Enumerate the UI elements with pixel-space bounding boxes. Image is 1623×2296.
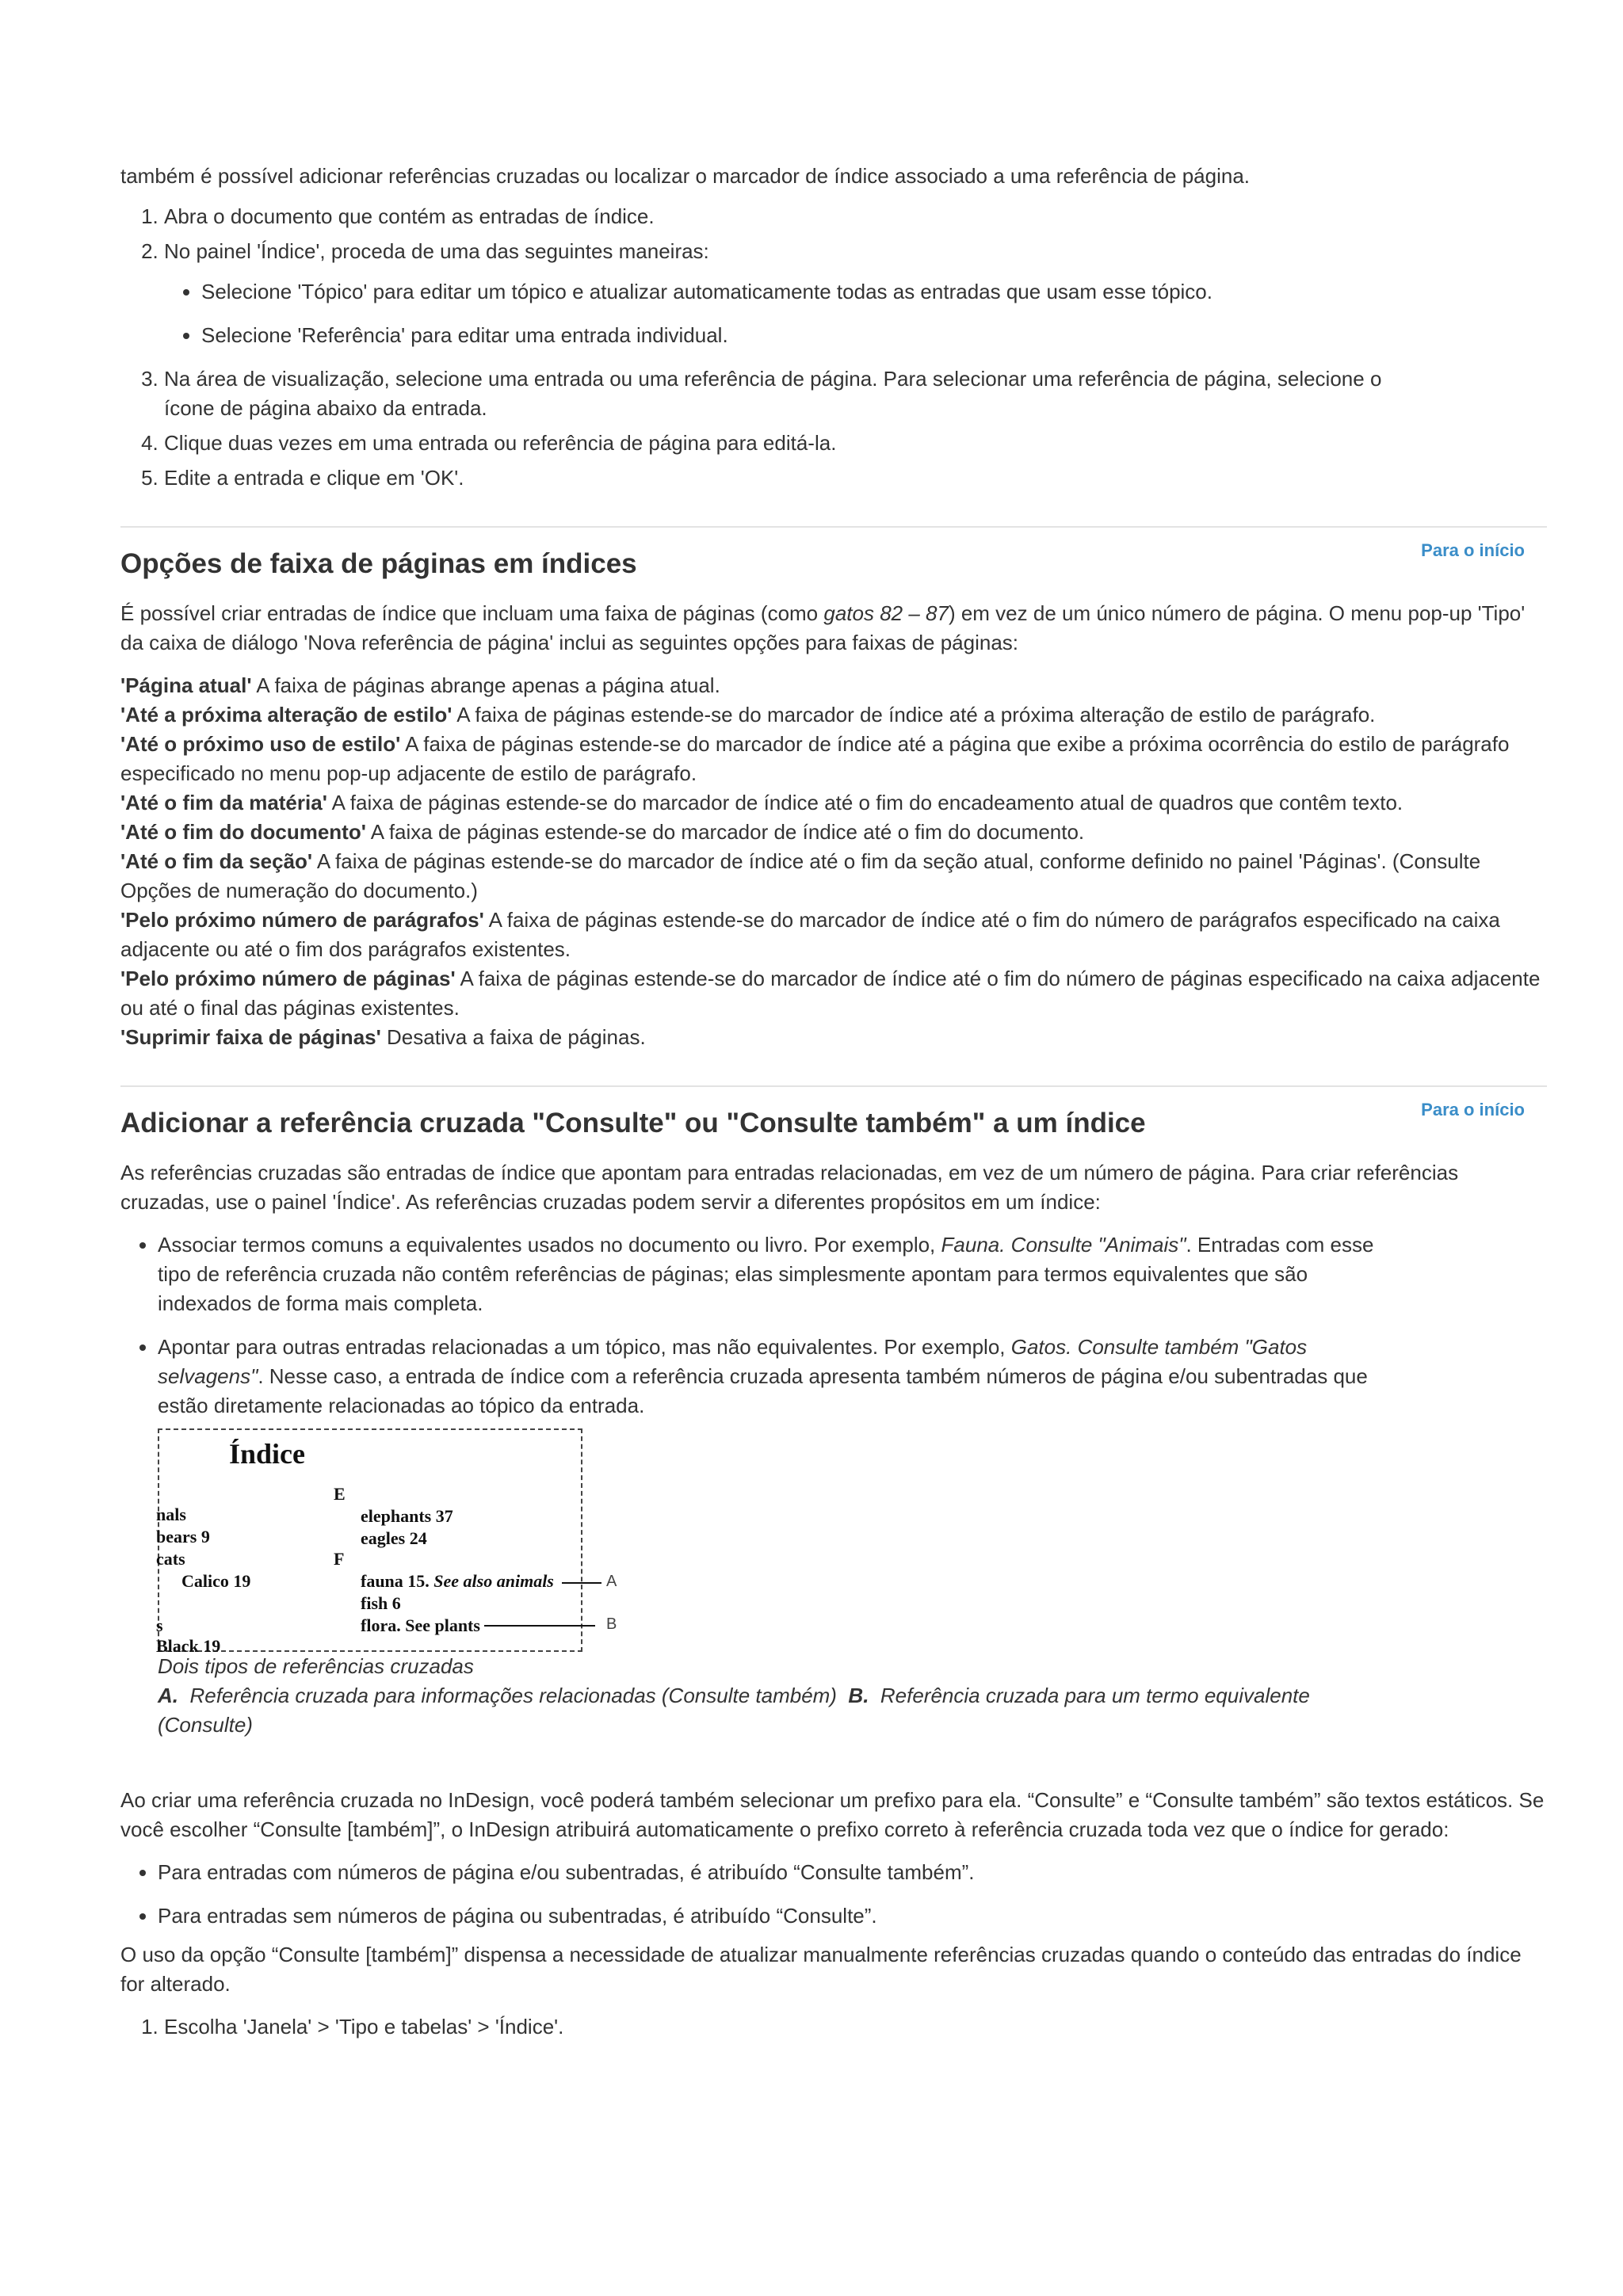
range-option	[120, 788, 1547, 818]
range-option-desc: A faixa de páginas estende-se do marcador de índice até a página que exibe a próxima ocorrência do estilo de parágrafo especificado no menu pop-up adjacente de estilo de parágrafo.	[120, 732, 1510, 785]
prefix-rule: • Para entradas com números de página e/ou subentradas, é atribuído “Consulte também”.	[158, 1858, 1547, 1887]
caption-b-label: B.	[848, 1684, 869, 1707]
range-option-desc: A faixa de páginas estende-se do marcador de índice até o fim do número de páginas especificado na caixa adjacente ou até o final das páginas existentes.	[120, 967, 1541, 1020]
figure-entry: Calico 19	[181, 1571, 251, 1591]
range-option-desc: Desativa a faixa de páginas.	[380, 1025, 646, 1049]
figure-entry: bears 9	[156, 1527, 210, 1547]
page-range-intro	[120, 599, 1547, 658]
option-topic: • Selecione 'Tópico' para editar um tópico e atualizar automaticamente todas as entradas que usam esse tópico.	[201, 277, 1547, 307]
range-option	[120, 1023, 1547, 1052]
section-title-page-range: Opções de faixa de páginas em índices	[120, 548, 637, 579]
figure-see-also-text: See also animals	[433, 1571, 554, 1591]
back-to-top-link-2[interactable]: Para o início	[1421, 1100, 1525, 1119]
cross-ref-step-1: 1. Escolha 'Janela' > 'Tipo e tabelas' > 'Índice'.	[164, 2012, 1547, 2042]
purpose-equivalent-example: Fauna. Consulte "Animais"	[941, 1233, 1186, 1257]
range-option-term: 'Suprimir faixa de páginas'	[120, 1025, 381, 1049]
range-option	[120, 964, 1547, 1023]
page-range-intro-start: É possível criar entradas de índice que incluam uma faixa de páginas (como	[120, 601, 824, 625]
purpose-equivalent	[158, 1230, 1394, 1318]
caption-title: Dois tipos de referências cruzadas	[158, 1654, 474, 1678]
range-option-desc: A faixa de páginas estende-se do marcador de índice até o fim da seção atual, conforme definido no painel 'Páginas'. (Consulte Opções de numeração do documento.)	[120, 849, 1481, 902]
option-reference: • Selecione 'Referência' para editar uma entrada individual.	[201, 321, 1547, 350]
figure-entry: nals	[156, 1505, 186, 1524]
range-option	[120, 818, 1547, 847]
step-3: 3. Na área de visualização, selecione uma entrada ou uma referência de página. Para selecionar uma referência de página, selecione o ícone de página abaixo da entrada.	[164, 364, 1400, 423]
step-1: 1. Abra o documento que contém as entradas de índice.	[164, 202, 1547, 231]
caption-a-label: A.	[158, 1684, 178, 1707]
range-option-term: 'Até o fim do documento'	[120, 820, 366, 844]
purpose-related	[158, 1333, 1394, 1421]
range-option-desc: A faixa de páginas estende-se do marcador de índice até o fim do número de parágrafos especificado na caixa adjacente ou até o fim dos parágrafos existentes.	[120, 908, 1500, 961]
purpose-related-end: . Nesse caso, a entrada de índice com a referência cruzada apresenta também números de página e/ou subentradas que estão diretamente relacionadas ao tópico da entrada.	[158, 1364, 1368, 1417]
step-2-text: No painel 'Índice', proceda de uma das seguintes maneiras:	[164, 239, 709, 263]
range-option	[120, 671, 1547, 700]
index-illustration	[156, 1428, 582, 1656]
step-5: 5. Edite a entrada e clique em 'OK'.	[164, 463, 1547, 493]
range-option-term: 'Até a próxima alteração de estilo'	[120, 703, 453, 727]
figure-entry: s	[156, 1615, 163, 1635]
cross-ref-intro: As referências cruzadas são entradas de índice que apontam para entradas relacionadas, em vez de um número de página. Para criar referências cruzadas, use o painel 'Índice'. As referências cruzadas podem servir a diferentes propósitos em um índice:	[120, 1161, 1459, 1214]
range-option	[120, 906, 1547, 964]
range-option-term: 'Pelo próximo número de parágrafos'	[120, 908, 484, 932]
figure-entry: eagles 24	[361, 1528, 427, 1548]
document-content	[120, 162, 1547, 2047]
cross-ref-purposes	[120, 1230, 1547, 1421]
page-range-options-list	[120, 671, 1547, 1052]
callout-line-b	[484, 1625, 595, 1627]
prefix-rule: • Para entradas sem números de página ou subentradas, é atribuído “Consulte”.	[158, 1901, 1547, 1931]
range-option-desc: A faixa de páginas estende-se do marcador de índice até o fim do encadeamento atual de quadros que contêm texto.	[327, 791, 1403, 814]
caption-b-text: Referência cruzada para um termo equivalente (Consulte)	[158, 1684, 1310, 1737]
figure-entry: Black 19	[156, 1636, 221, 1656]
purpose-equivalent-end: . Entradas com esse tipo de referência cruzada não contêm referências de páginas; elas simplesmente apontam para termos equivalentes que são indexados de forma mais completa.	[158, 1233, 1374, 1315]
range-option-term: 'Até o fim da matéria'	[120, 791, 327, 814]
edit-steps-list	[120, 202, 1547, 493]
figure-letter: F	[334, 1549, 345, 1569]
range-option-term: 'Página atual'	[120, 673, 252, 697]
figure-letter: E	[334, 1484, 346, 1504]
callout-line-a	[562, 1582, 601, 1584]
purpose-related-start: Apontar para outras entradas relacionadas a um tópico, mas não equivalentes. Por exemplo,	[158, 1335, 1011, 1359]
callout-label-b: B	[606, 1615, 617, 1633]
step-4: 4. Clique duas vezes em uma entrada ou referência de página para editá-la.	[164, 429, 1547, 458]
section-title-cross-references: Adicionar a referência cruzada "Consulte" ou "Consulte também" a um índice	[120, 1108, 1146, 1138]
range-option	[120, 730, 1547, 788]
caption-a-text: Referência cruzada para informações relacionadas (Consulte também)	[189, 1684, 837, 1707]
range-option-term: 'Pelo próximo número de páginas'	[120, 967, 456, 990]
prefix-benefit: O uso da opção “Consulte [também]” dispensa a necessidade de atualizar manualmente referências cruzadas quando o conteúdo das entradas do índice for alterado.	[120, 1943, 1522, 1996]
figure-entry: flora. See plants	[361, 1615, 480, 1635]
page-range-example: gatos 82 – 87	[823, 601, 949, 625]
range-option-term: 'Até o próximo uso de estilo'	[120, 732, 401, 756]
range-option-desc: A faixa de páginas estende-se do marcador de índice até a próxima alteração de estilo de parágrafo.	[452, 703, 1376, 727]
step-2	[164, 237, 1547, 350]
range-option	[120, 847, 1547, 906]
prefix-rules	[120, 1858, 1547, 1931]
cross-ref-steps	[120, 2012, 1547, 2042]
section-page-range-options	[120, 526, 1547, 1052]
figure-caption	[158, 1652, 1394, 1740]
purpose-equivalent-start: Associar termos comuns a equivalentes usados no documento ou livro. Por exemplo,	[158, 1233, 941, 1257]
back-to-top-link-1[interactable]: Para o início	[1421, 540, 1525, 560]
figure-entry: elephants 37	[361, 1506, 453, 1526]
callout-label-a: A	[606, 1573, 617, 1590]
intro-text: também é possível adicionar referências cruzadas ou localizar o marcador de índice associado a uma referência de página.	[120, 164, 1250, 188]
figure-entry: cats	[156, 1549, 185, 1569]
range-option-desc: A faixa de páginas abrange apenas a página atual.	[251, 673, 720, 697]
figure-entry: fish 6	[361, 1593, 401, 1613]
page-range-intro-end: ) em vez de um único número de página. O menu pop-up 'Tipo' da caixa de diálogo 'Nova referência de página' inclui as seguintes opções para faixas de páginas:	[120, 601, 1526, 654]
step-2-options	[164, 277, 1547, 350]
cross-reference-figure	[158, 1428, 1547, 1740]
purpose-related-example: Gatos. Consulte também "Gatos selvagens"	[158, 1335, 1308, 1388]
range-option-desc: A faixa de páginas estende-se do marcador de índice até o fim do documento.	[365, 820, 1085, 844]
section-cross-references	[120, 1085, 1547, 2042]
figure-entry-fauna: fauna 15.	[361, 1571, 434, 1591]
figure-index-title: Índice	[229, 1438, 306, 1470]
range-option	[120, 700, 1547, 730]
prefix-explanation: Ao criar uma referência cruzada no InDesign, você poderá também selecionar um prefixo para ela. “Consulte” e “Consulte também” são textos estáticos. Se você escolher “Consulte [também]”, o InDesign atribuirá automaticamente o prefixo correto à referência cruzada toda vez que o índice for gerado:	[120, 1788, 1545, 1841]
range-option-term: 'Até o fim da seção'	[120, 849, 313, 873]
figure-entry-see-also	[361, 1571, 554, 1592]
